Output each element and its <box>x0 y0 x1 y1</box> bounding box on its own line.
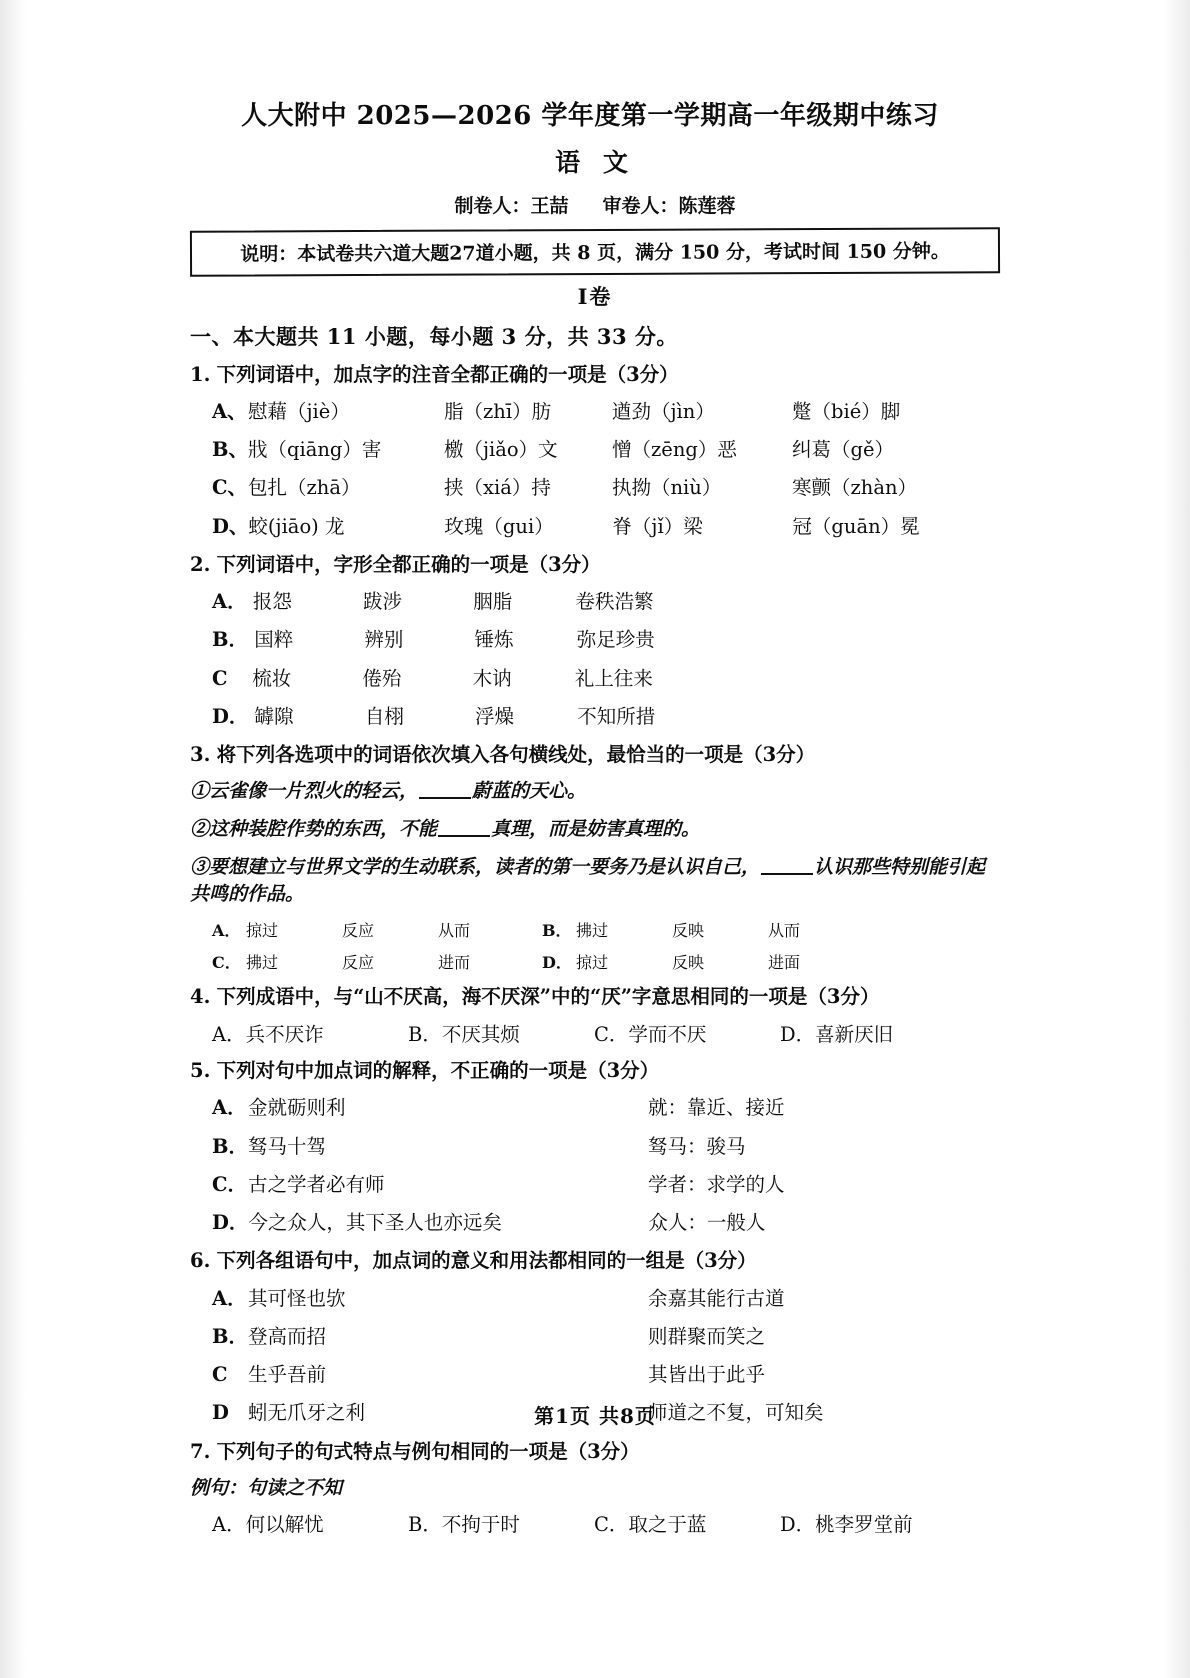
option-label: B． <box>212 1324 248 1348</box>
option-sentence: 生乎吾前 <box>248 1363 327 1387</box>
option-label: A． <box>212 1286 247 1310</box>
option-sentence: 其可怪也欤 <box>248 1286 346 1310</box>
question-4-options <box>190 1019 1000 1047</box>
option-item[interactable] <box>594 1019 780 1047</box>
question-5-stem: 下列对句中加点词的解释，不正确的一项是（3分） <box>216 1058 660 1082</box>
option-cell: 木讷 <box>472 666 512 690</box>
reviewer-name: 陈莲蓉 <box>678 194 736 217</box>
subject-title: 语 文 <box>555 147 635 177</box>
option-label: D． <box>212 1211 249 1234</box>
option-gloss: 众人：一般人 <box>648 1211 766 1234</box>
option-label: C． <box>594 1512 629 1536</box>
option-text: 取之于蓝 <box>628 1512 707 1536</box>
option-cell: 胭脂 <box>473 590 513 614</box>
option-cell: 执拗（niù） <box>612 476 722 500</box>
option-label: A． <box>212 1512 246 1536</box>
option-label: D． <box>542 952 572 972</box>
question-4 <box>190 984 1000 1010</box>
question-4-number: 4. <box>190 984 211 1008</box>
option-cell: 辨别 <box>364 628 404 652</box>
option-row[interactable] <box>190 435 1000 464</box>
question-4-stem: 下列成语中，与“山不厌高，海不厌深”中的“厌”字意思相同的一项是（3分） <box>216 984 880 1008</box>
option-label: C． <box>212 952 241 972</box>
option-cell: 纠葛（gě） <box>792 438 895 462</box>
option-label: B、 <box>212 438 248 462</box>
option-cell: 蹩（bié）脚 <box>792 399 901 423</box>
option-row[interactable] <box>190 397 1000 426</box>
question-6 <box>190 1248 1000 1274</box>
paper-part-label: I卷 <box>577 283 613 309</box>
question-7-number: 7. <box>190 1439 211 1463</box>
option-sentence: 金就砺则利 <box>248 1096 346 1120</box>
option-label: A． <box>212 590 247 614</box>
fill-sentence-2 <box>190 816 1000 844</box>
option-cell: 慰藉（jiè） <box>248 399 350 423</box>
option-sentence: 则群聚而笑之 <box>648 1324 766 1348</box>
option-label: B． <box>212 1134 248 1158</box>
option-row[interactable] <box>190 473 1000 502</box>
option-label: B． <box>408 1512 442 1536</box>
notice-box <box>190 227 1000 277</box>
question-2-stem: 下列词语中，字形全都正确的一项是（3分） <box>216 552 601 576</box>
option-label: C <box>212 1363 228 1387</box>
option-cell: 憎（zēng）恶 <box>612 438 737 462</box>
option-word: 反映 <box>672 920 705 940</box>
option-text: 喜新厌旧 <box>815 1022 894 1046</box>
option-row[interactable] <box>190 1284 1000 1313</box>
fill-sentence-1 <box>190 778 1000 806</box>
option-label: D． <box>780 1512 816 1536</box>
option-cell: 礼上往来 <box>574 666 653 690</box>
question-6-stem: 下列各组语句中，加点词的意义和用法都相同的一组是（3分） <box>216 1249 757 1273</box>
option-label: A． <box>212 1096 247 1120</box>
section-heading: 一、本大题共 11 小题，每小题 3 分，共 33 分。 <box>190 323 678 349</box>
option-cell: 卷秩浩繁 <box>575 590 654 614</box>
option-row[interactable] <box>190 1322 1000 1351</box>
option-label: B． <box>542 920 572 940</box>
option-row[interactable] <box>190 1170 1000 1199</box>
option-text: 学而不厌 <box>628 1022 707 1046</box>
option-item[interactable] <box>212 918 542 941</box>
option-word: 进而 <box>438 952 471 972</box>
option-label: C、 <box>212 476 248 500</box>
option-cell: 倦殆 <box>362 666 402 690</box>
option-word: 从而 <box>768 920 801 940</box>
option-item[interactable] <box>780 1509 913 1537</box>
option-cell: 寒颤（zhàn） <box>792 476 918 500</box>
option-word: 反映 <box>672 952 705 972</box>
option-cell: 自栩 <box>364 704 404 728</box>
option-cell: 锤炼 <box>474 628 514 652</box>
option-word: 拂过 <box>576 920 609 940</box>
page-footer: 第1页 共8页 <box>534 1404 656 1428</box>
sentence-prefix: ③要想建立与世界文学的生动联系，读者的第一要务乃是认识自己， <box>190 855 761 878</box>
option-cell: 浮燥 <box>475 704 515 728</box>
maker-label: 制卷人： <box>454 194 531 217</box>
option-item[interactable] <box>212 1509 408 1537</box>
question-7-options <box>190 1509 1000 1537</box>
option-word: 反应 <box>342 952 375 972</box>
option-row[interactable] <box>190 1360 1000 1389</box>
option-label: B． <box>408 1022 442 1046</box>
option-sentence: 今之众人，其下圣人也亦远矣 <box>248 1211 502 1234</box>
option-gloss: 学者：求学的人 <box>648 1172 785 1196</box>
option-row <box>190 950 1000 973</box>
option-text: 兵不厌诈 <box>245 1022 324 1046</box>
question-1 <box>190 362 1000 388</box>
question-2 <box>190 552 1000 578</box>
option-cell: 跋涉 <box>363 590 403 614</box>
option-label: C． <box>212 1172 248 1196</box>
option-word: 进面 <box>768 952 801 972</box>
option-row[interactable] <box>190 512 1000 541</box>
question-2-number: 2. <box>190 552 211 576</box>
option-cell: 梳妆 <box>252 666 292 690</box>
question-3-number: 3. <box>190 743 211 767</box>
question-1-options <box>190 397 1000 541</box>
option-row[interactable] <box>190 587 1000 616</box>
question-5-options <box>190 1093 1000 1237</box>
option-row[interactable] <box>190 625 1000 654</box>
question-7-stem: 下列句子的句式特点与例句相同的一项是（3分） <box>216 1439 640 1463</box>
maker-name: 王喆 <box>530 194 569 217</box>
option-cell: 弥足珍贵 <box>576 628 655 652</box>
option-sentence: 登高而招 <box>248 1324 327 1348</box>
option-cell: 玫瑰（gui） <box>444 514 554 538</box>
option-cell: 冠（guān）冕 <box>792 514 920 538</box>
blank-line <box>419 797 471 799</box>
option-label: A． <box>212 1022 246 1046</box>
option-cell: 挟（xiá）持 <box>444 476 551 500</box>
option-item[interactable] <box>542 950 872 973</box>
option-row[interactable] <box>190 1093 1000 1122</box>
question-3-stem: 将下列各选项中的词语依次填入各句横线处，最恰当的一项是（3分） <box>216 743 816 767</box>
option-text: 何以解忧 <box>245 1512 324 1536</box>
page-content <box>190 100 1000 1537</box>
option-cell: 蛟(jiāo) 龙 <box>248 514 345 538</box>
option-sentence: 余嘉其能行古道 <box>648 1286 785 1310</box>
option-gloss: 驽马：骏马 <box>648 1134 746 1158</box>
option-word: 从而 <box>438 920 471 940</box>
question-3 <box>190 742 1000 768</box>
option-label: C． <box>594 1022 629 1046</box>
option-gloss: 就：靠近、接近 <box>648 1096 785 1120</box>
question-7-example: 例句：句读之不知 <box>190 1476 343 1499</box>
sentence-prefix: ①云雀像一片烈火的轻云， <box>190 780 419 803</box>
option-cell: 遒劲（jìn） <box>612 399 715 423</box>
option-item[interactable] <box>408 1019 594 1047</box>
question-5-number: 5. <box>190 1058 211 1082</box>
option-row[interactable] <box>190 702 1000 731</box>
option-word: 反应 <box>342 920 375 940</box>
option-word: 拂过 <box>246 952 279 972</box>
option-word: 掠过 <box>246 920 279 940</box>
fill-sentence-3 <box>190 854 1000 909</box>
option-cell: 戕（qiāng）害 <box>248 438 382 462</box>
blank-line <box>438 835 490 837</box>
question-3-options <box>190 918 1000 973</box>
option-label: D． <box>212 704 249 728</box>
option-sentence: 师道之不复，可知矣 <box>648 1401 824 1425</box>
option-cell: 不知所措 <box>577 704 656 728</box>
notice-text: 说明：本试卷共六道大题27道小题，共 8 页，满分 150 分，考试时间 150 分钟。 <box>240 239 950 266</box>
page-title: 人大附中 2025—2026 学年度第一学期高一年级期中练习 <box>241 101 939 131</box>
option-item[interactable] <box>212 950 542 973</box>
option-row[interactable] <box>190 1132 1000 1161</box>
option-label: A、 <box>212 399 247 423</box>
option-cell: 报怨 <box>252 590 292 614</box>
question-6-number: 6. <box>190 1249 211 1273</box>
option-cell: 檄（jiǎo）文 <box>444 438 558 462</box>
question-2-options <box>190 587 1000 731</box>
option-sentence: 古之学者必有师 <box>248 1172 385 1196</box>
option-text: 桃李罗堂前 <box>815 1512 913 1536</box>
option-label: C <box>212 666 228 690</box>
option-cell: 罅隙 <box>254 704 294 728</box>
option-sentence: 驽马十驾 <box>248 1134 327 1158</box>
option-item[interactable] <box>212 1019 408 1047</box>
question-7 <box>190 1439 1000 1465</box>
option-item[interactable] <box>408 1509 594 1537</box>
reviewer-label: 审卷人： <box>602 194 679 217</box>
authors-line <box>190 191 1000 218</box>
option-row[interactable] <box>190 1208 1000 1237</box>
sentence-suffix: 蔚蓝的天心。 <box>472 780 587 803</box>
blank-line <box>761 873 813 875</box>
option-label: D <box>212 1401 229 1425</box>
option-cell: 脂（zhī）肪 <box>444 399 552 423</box>
option-item[interactable] <box>594 1509 780 1537</box>
option-text: 不拘于时 <box>441 1512 520 1536</box>
option-word: 掠过 <box>576 952 609 972</box>
option-cell: 脊（jǐ）梁 <box>612 514 703 538</box>
option-label: D、 <box>212 514 249 538</box>
option-sentence: 其皆出于此乎 <box>648 1363 766 1387</box>
option-sentence: 蚓无爪牙之利 <box>248 1401 366 1425</box>
question-5 <box>190 1058 1000 1084</box>
sentence-suffix: 认识那些特别能引起共鸣的作品。 <box>190 855 986 906</box>
question-1-number: 1. <box>190 362 211 386</box>
sentence-suffix: 真理，而是妨害真理的。 <box>491 817 701 840</box>
option-label: B． <box>212 628 248 652</box>
option-cell: 国粹 <box>254 628 294 652</box>
option-item[interactable] <box>542 918 872 941</box>
option-row <box>190 918 1000 941</box>
option-row[interactable] <box>190 664 1000 693</box>
question-1-stem: 下列词语中，加点字的注音全都正确的一项是（3分） <box>216 362 679 386</box>
option-label: A． <box>212 920 241 940</box>
sentence-prefix: ②这种装腔作势的东西，不能 <box>190 817 438 840</box>
option-item[interactable] <box>780 1019 893 1047</box>
option-cell: 包扎（zhā） <box>248 476 361 500</box>
option-label: D． <box>780 1022 816 1046</box>
option-text: 不厌其烦 <box>441 1022 520 1046</box>
